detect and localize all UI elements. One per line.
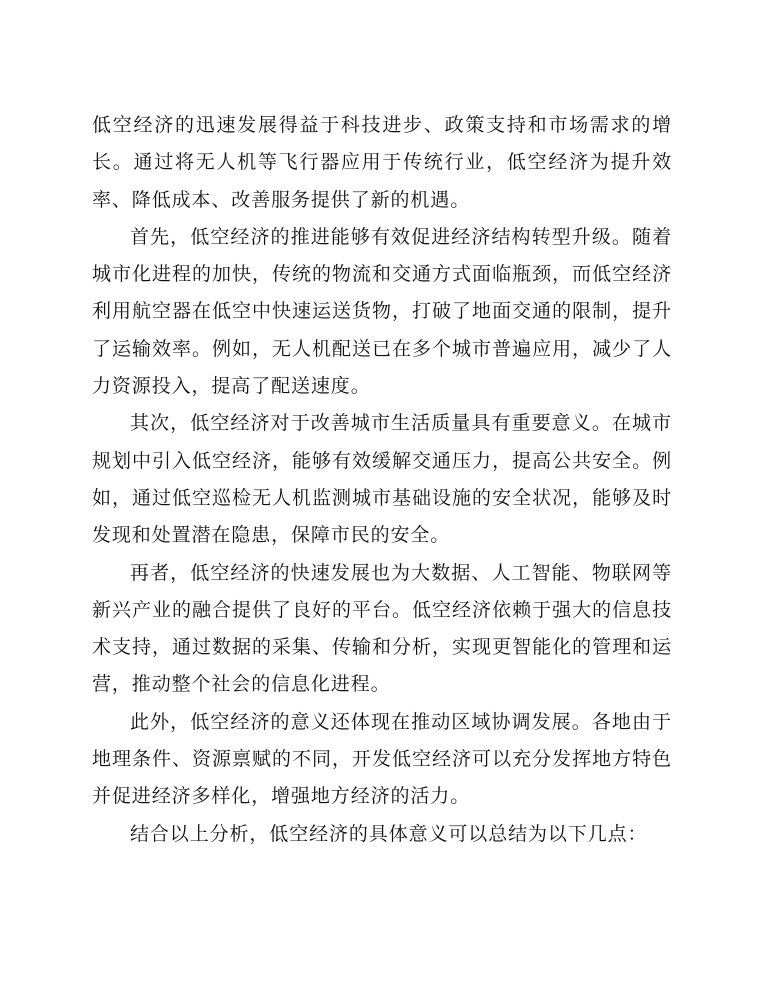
text-line: 城市化进程的加快，传统的物流和交通方式面临瓶颈，而低空经济 bbox=[92, 263, 672, 286]
text-line: 首先，低空经济的推进能够有效促进经济结构转型升级。随着 bbox=[130, 225, 672, 248]
text-line: 其次，低空经济对于改善城市生活质量具有重要意义。在城市 bbox=[130, 412, 672, 435]
text-line: 低空经济的迅速发展得益于科技进步、政策支持和市场需求的增 bbox=[92, 114, 672, 136]
document-body bbox=[92, 107, 672, 853]
text-line: 并促进经济多样化，增强地方经济的活力。 bbox=[92, 785, 471, 808]
text-line: 营，推动整个社会的信息化进程。 bbox=[92, 673, 391, 696]
text-line: 规划中引入低空经济，能够有效缓解交通压力，提高公共安全。例 bbox=[92, 449, 672, 472]
text-line: 结合以上分析，低空经济的具体意义可以总结为以下几点： bbox=[130, 822, 648, 845]
text-line: 新兴产业的融合提供了良好的平台。低空经济依赖于强大的信息技 bbox=[92, 598, 672, 621]
text-line: 如，通过低空巡检无人机监测城市基础设施的安全状况，能够及时 bbox=[92, 486, 672, 509]
text-line: 长。通过将无人机等飞行器应用于传统行业，低空经济为提升效 bbox=[92, 151, 672, 174]
text-line: 发现和处置潜在隐患，保障市民的安全。 bbox=[92, 524, 451, 547]
text-line: 此外，低空经济的意义还体现在推动区域协调发展。各地由于 bbox=[130, 710, 672, 733]
text-line: 率、降低成本、改善服务提供了新的机遇。 bbox=[92, 188, 471, 211]
text-line: 利用航空器在低空中快速运送货物，打破了地面交通的限制，提升 bbox=[92, 300, 672, 323]
paragraph-2 bbox=[92, 219, 672, 405]
paragraph-4 bbox=[92, 555, 672, 704]
paragraph-5 bbox=[92, 704, 672, 816]
text-line: 地理条件、资源禀赋的不同，开发低空经济可以充分发挥地方特色 bbox=[92, 748, 672, 771]
text-line: 术支持，通过数据的采集、传输和分析，实现更智能化的管理和运 bbox=[92, 636, 672, 659]
text-line: 了运输效率。例如，无人机配送已在多个城市普遍应用，减少了人 bbox=[92, 337, 672, 360]
paragraph-6 bbox=[92, 816, 672, 853]
paragraph-1 bbox=[92, 107, 672, 219]
paragraph-3 bbox=[92, 405, 672, 554]
text-line: 再者，低空经济的快速发展也为大数据、人工智能、物联网等 bbox=[130, 561, 672, 584]
text-line: 力资源投入，提高了配送速度。 bbox=[92, 375, 371, 398]
